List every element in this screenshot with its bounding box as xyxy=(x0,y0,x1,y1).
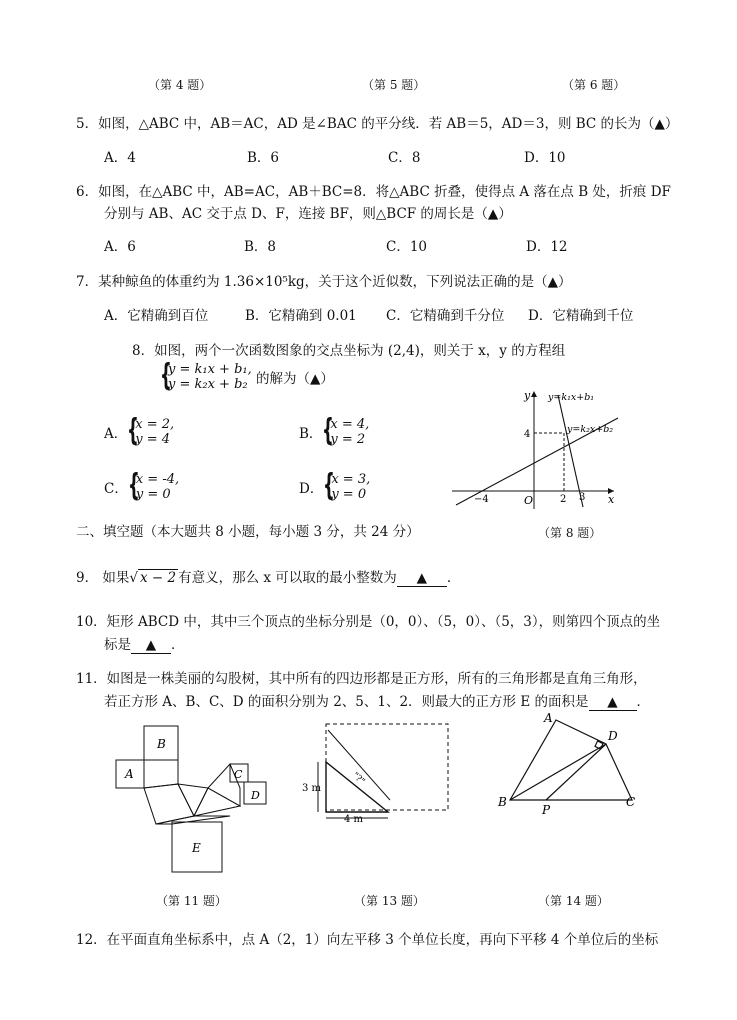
question-9 xyxy=(76,566,460,587)
q8-option-c: C． { x = -4, y = 0 xyxy=(104,468,180,503)
q8-a-line1: x = 2, xyxy=(135,417,175,432)
q11-end: ． xyxy=(636,694,650,710)
label-3: 3 xyxy=(579,492,586,503)
q8-option-a: A． { x = 2, y = 4 xyxy=(104,413,175,448)
label-origin: O xyxy=(524,494,534,507)
fig13-width-label: 4 m xyxy=(344,814,364,825)
q8-c-line2: y = 0 xyxy=(135,487,171,502)
question-6-line2: 分别与 AB、AC 交于点 D、F，连接 BF，则△BCF 的周长是（▲） xyxy=(104,206,512,222)
q8-option-c-label: C． xyxy=(104,481,128,497)
label-line1: y=k₁x+b₁ xyxy=(548,392,595,403)
segment-PD xyxy=(546,744,606,800)
question-12: 12．在平面直角坐标系中，点 A（2，1）向左平移 3 个单位长度，再向下平移 4 个单位后的坐标 xyxy=(76,932,659,948)
q11-blank: ▲ xyxy=(589,694,637,711)
q5-option-d: D．10 xyxy=(524,150,566,166)
fig14-triangle xyxy=(494,710,654,820)
fig11-label-E: E xyxy=(192,841,201,855)
fig11-label-D: D xyxy=(251,789,260,802)
caption-q14: （第 14 题） xyxy=(538,894,609,908)
q8-a-line2: y = 4 xyxy=(135,432,171,447)
y-axis-arrow-icon xyxy=(531,391,537,397)
q8-option-d-label: D． xyxy=(299,481,324,497)
q8-d-line1: x = 3, xyxy=(331,472,371,487)
fig14-label-A: A xyxy=(544,711,553,725)
question-8-line1: 8．如图，两个一次函数图象的交点坐标为 (2,4)，则关于 x，y 的方程组 xyxy=(132,343,566,359)
q6-option-a: A．6 xyxy=(104,239,136,255)
q10-line2-text: 标是 xyxy=(104,637,131,653)
q6-option-d: D．12 xyxy=(526,239,568,255)
q7-option-d: D．它精确到千位 xyxy=(528,308,634,324)
fig11-label-A: A xyxy=(125,767,134,781)
q9-blank: ▲ xyxy=(397,570,447,587)
q7-option-c: C．它精确到千分位 xyxy=(386,308,505,324)
q8-option-b-label: B． xyxy=(299,426,323,442)
q6-option-b: B．8 xyxy=(244,239,277,255)
q8-c-line1: x = -4, xyxy=(135,472,180,487)
question-10-line1: 10．矩形 ABCD 中，其中三个顶点的坐标分别是（0，0）、（5，0）、（5，3），则第四个顶点的坐 xyxy=(76,614,661,630)
q8-option-b: B． { x = 4, y = 2 xyxy=(299,413,370,448)
label-x: x xyxy=(608,493,615,506)
label-line2: y=k₂x+b₂ xyxy=(567,424,614,435)
fig14-label-P: P xyxy=(542,803,551,817)
label-neg4: −4 xyxy=(474,494,489,505)
q8-b-line2: y = 2 xyxy=(330,432,366,447)
q7-option-b: B．它精确到 0.01 xyxy=(245,308,357,324)
fig11-label-B: B xyxy=(157,737,166,751)
question-10-line2 xyxy=(104,633,185,654)
line-k2 xyxy=(558,395,586,507)
q10-blank: ▲ xyxy=(131,637,171,654)
question-7: 7．某种鲸鱼的体重约为 1.36×10⁵kg，关于这个近似数，下列说法正确的是（▲） xyxy=(76,274,572,290)
caption-q6: （第 6 题） xyxy=(562,78,626,92)
q9-end: ． xyxy=(446,570,461,586)
caption-q4: （第 4 题） xyxy=(148,78,212,92)
q11-line2-text: 若正方形 A、B、C、D 的面积分别为 2、5、1、2．则最大的正方形 E 的面积是 xyxy=(104,694,589,710)
fig14-label-D: D xyxy=(608,729,618,743)
caption-q11: （第 11 题） xyxy=(156,894,227,908)
system-eq-1: y = k₁x + b₁, xyxy=(168,362,252,377)
question-11-line1: 11．如图是一株美丽的勾股树，其中所有的四边形都是正方形，所有的三角形都是直角三角形， xyxy=(76,671,647,687)
q9-suffix: 有意义，那么 x 可以取的最小整数为 xyxy=(178,570,397,586)
q5-option-a: A．4 xyxy=(104,150,136,166)
question-11-line2 xyxy=(104,690,650,711)
q8-option-a-label: A． xyxy=(104,426,128,442)
q8-b-line1: x = 4, xyxy=(330,417,370,432)
fig11-pythagoras-tree xyxy=(112,724,272,884)
caption-q8: （第 8 题） xyxy=(538,526,602,540)
fig14-label-B: B xyxy=(498,795,507,809)
fig13-question-label: "?" xyxy=(349,770,367,788)
question-5: 5．如图，△ABC 中，AB＝AC，AD 是∠BAC 的平分线．若 AB＝5，AD＝3，则 BC 的长为（▲） xyxy=(76,116,679,132)
caption-q5: （第 5 题） xyxy=(362,78,426,92)
sqrt-symbol: √ xyxy=(129,570,138,586)
q7-option-a: A．它精确到百位 xyxy=(104,308,209,324)
caption-q13: （第 13 题） xyxy=(354,894,425,908)
q6-option-c: C．10 xyxy=(386,239,428,255)
triangle-top xyxy=(178,784,208,816)
label-4: 4 xyxy=(524,429,531,440)
q5-option-c: C．8 xyxy=(388,150,421,166)
q8-d-line2: y = 0 xyxy=(331,487,367,502)
triangle-base xyxy=(156,816,230,824)
fig13-rectangle xyxy=(300,720,460,830)
q8-option-d: D． { x = 3, y = 0 xyxy=(299,468,371,503)
question-8-suffix: 的解为（▲） xyxy=(256,371,334,387)
fig13-height-label: 3 m xyxy=(302,783,322,794)
question-8-system xyxy=(160,358,334,393)
q8-graph xyxy=(448,385,628,515)
system-eq-2: y = k₂x + b₂ xyxy=(168,377,248,392)
section-2-title: 二、填空题（本大题共 8 小题，每小题 3 分，共 24 分） xyxy=(76,524,420,540)
equation-system: { y = k₁x + b₁, y = k₂x + b₂ xyxy=(160,358,252,393)
q9-prefix: 9． 如果 xyxy=(76,570,130,586)
label-2: 2 xyxy=(560,494,567,505)
segment-BD xyxy=(510,744,606,800)
square-AB-left xyxy=(144,760,178,788)
q10-end: ． xyxy=(171,637,185,653)
label-y: y xyxy=(524,389,531,402)
question-6-line1: 6．如图，在△ABC 中，AB=AC，AB＋BC=8．将△ABC 折叠，使得点 A 落在点 B 处，折痕 DF xyxy=(76,184,671,200)
fig11-label-C: C xyxy=(234,768,243,781)
q5-option-b: B．6 xyxy=(247,150,280,166)
q9-radicand: x − 2 xyxy=(140,570,177,586)
fig14-label-C: C xyxy=(626,795,636,809)
